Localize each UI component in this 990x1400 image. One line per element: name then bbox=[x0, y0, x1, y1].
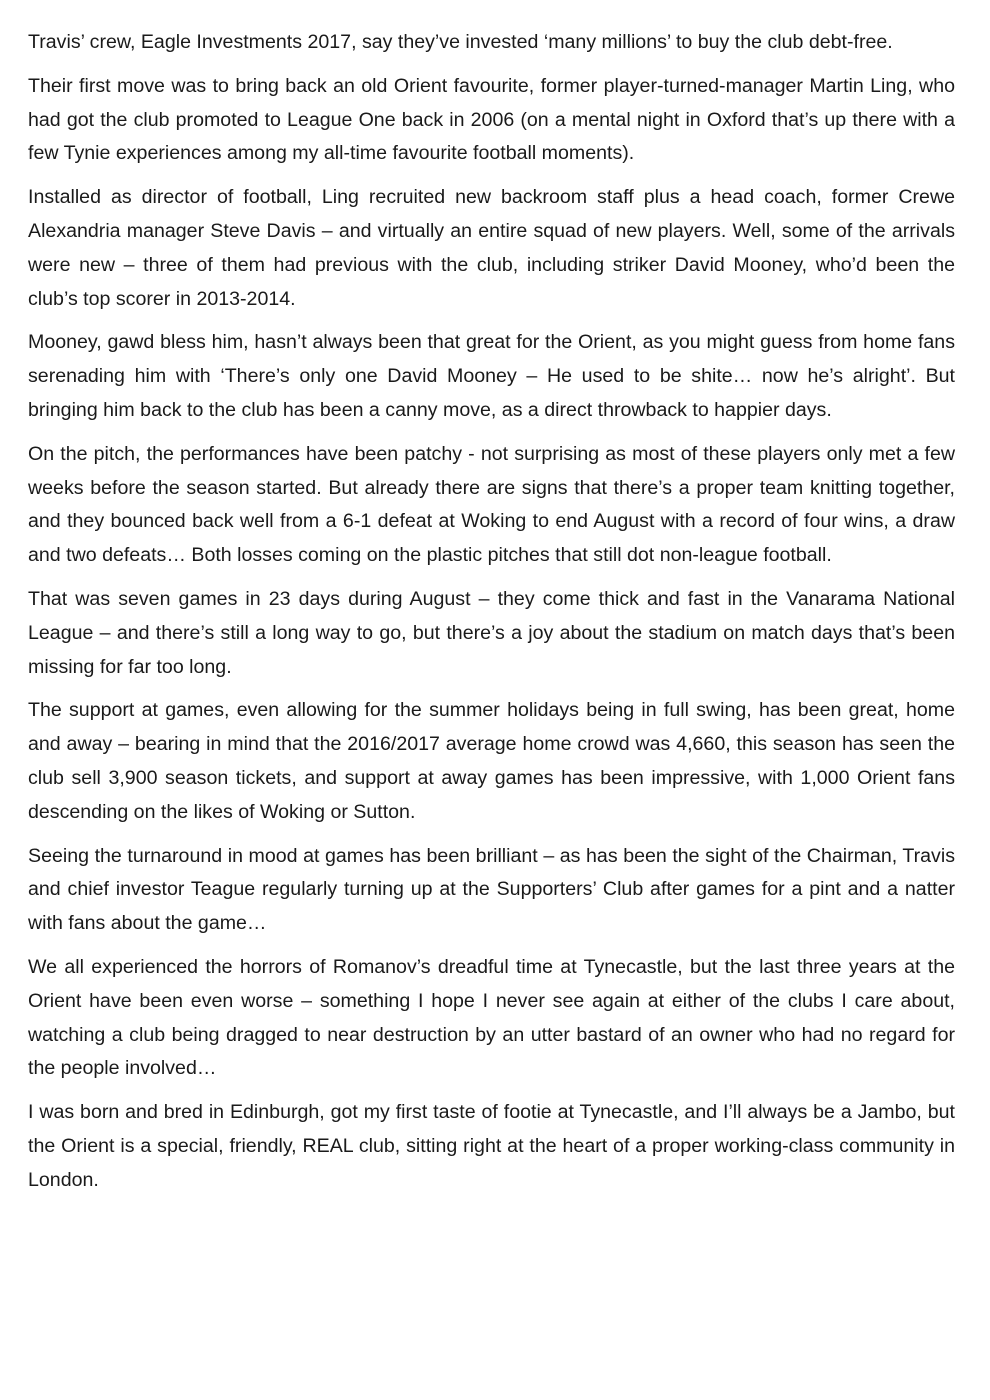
article-body bbox=[28, 26, 955, 1208]
paragraph-8: Seeing the turnaround in mood at games has been brilliant – as has been the sight of the Chairman, Travis and chief investor Teague regularly turning up at the Supporters’ Club after games for a pint and a natter with fans about the game… bbox=[28, 844, 955, 935]
paragraph-5: On the pitch, the performances have been patchy - not surprising as most of these players only met a few weeks before the season started. But already there are signs that there’s a proper team knitting together, and they bounced back well from a 6-1 defeat at Woking to end August with a record of four wins, a draw and two defeats… Both losses coming on the plastic pitches that still dot non-league football. bbox=[28, 442, 955, 567]
paragraph-9: We all experienced the horrors of Romanov’s dreadful time at Tynecastle, but the last three years at the Orient have been even worse – something I hope I never see again at either of the clubs I care about, watching a club being dragged to near destruction by an utter bastard of an owner who had no regard for the people involved… bbox=[28, 955, 955, 1080]
paragraph-3: Installed as director of football, Ling recruited new backroom staff plus a head coach, former Crewe Alexandria manager Steve Davis – and virtually an entire squad of new players. Well, some of the arrivals were new – three of them had previous with the club, including striker David Mooney, who’d been the club’s top scorer in 2013-2014. bbox=[28, 186, 955, 310]
paragraph-10: I was born and bred in Edinburgh, got my first taste of footie at Tynecastle, and I’ll always be a Jambo, but the Orient is a special, friendly, REAL club, sitting right at the heart of a proper working-class community in London. bbox=[28, 1101, 955, 1191]
paragraph-4: Mooney, gawd bless him, hasn’t always been that great for the Orient, as you might guess from home fans serenading him with ‘There’s only one David Mooney – He used to be shite… now he’s alright’. But bringing him back to the club has been a canny move, as a direct throwback to happier days. bbox=[28, 331, 955, 421]
paragraph-6: That was seven games in 23 days during August – they come thick and fast in the Vanarama National League – and there’s still a long way to go, but there’s a joy about the stadium on match days that’s been missing for far too long. bbox=[28, 587, 955, 678]
paragraph-1: Travis’ crew, Eagle Investments 2017, say they’ve invested ‘many millions’ to buy the club debt-free. bbox=[28, 31, 893, 53]
paragraph-7: The support at games, even allowing for the summer holidays being in full swing, has been great, home and away – bearing in mind that the 2016/2017 average home crowd was 4,660, this season has seen the club sell 3,900 season tickets, and support at away games has been impressive, with 1,000 Orient fans descending on the likes of Woking or Sutton. bbox=[28, 699, 955, 823]
paragraph-2: Their first move was to bring back an old Orient favourite, former player-turned-manager Martin Ling, who had got the club promoted to League One back in 2006 (on a mental night in Oxford that’s up there with a few Tynie experiences among my all-time favourite football moments). bbox=[28, 74, 955, 165]
